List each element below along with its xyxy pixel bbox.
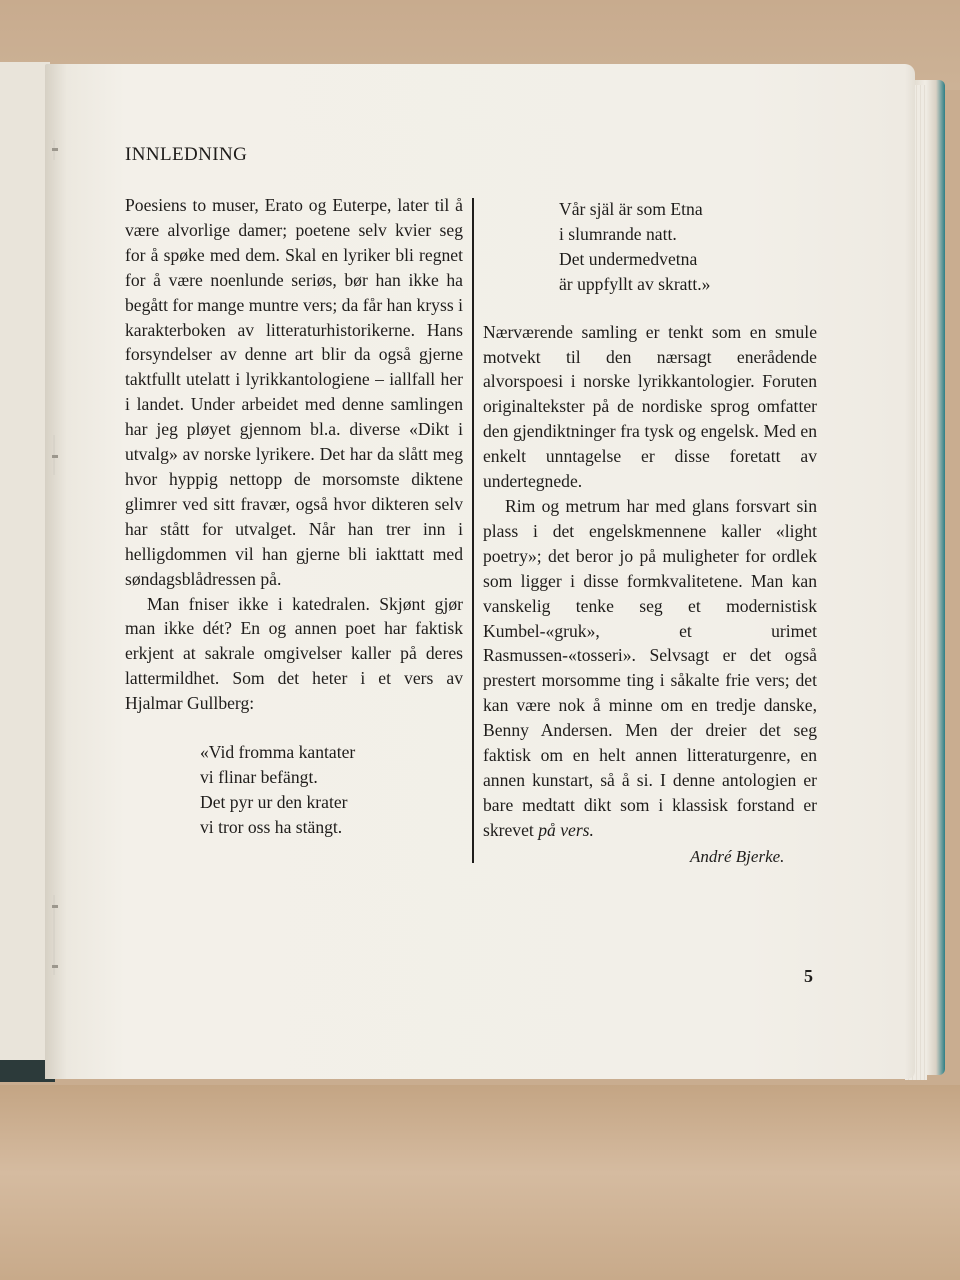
binding-thread — [52, 905, 58, 908]
verse-line: vi flinar befängt. — [200, 766, 318, 787]
verse-line: Vår själ är som Etna — [559, 199, 703, 219]
gullberg-verse-first-stanza — [125, 740, 463, 840]
cathedral-paragraph: Man fniser ikke i katedralen. Skjønt gjør man ikke dét? En og annen poet har faktisk erkjent at sakrale omgivelser kaller på deres lattermildhet. Som det heter i et vers av Hjalmar Gullberg: — [125, 593, 463, 714]
left-text-column — [125, 193, 463, 840]
light-poetry-paragraph — [483, 494, 817, 843]
verse-line: är uppfyllt av skratt.» — [559, 273, 711, 294]
book-cover-left-edge — [0, 62, 50, 1082]
table-surface-bottom — [0, 1085, 960, 1280]
author-signature: André Bjerke. — [690, 847, 785, 866]
verse-line: Det undermedvetna — [559, 248, 698, 269]
right-text-column — [483, 197, 817, 843]
verse-line: Det pyr ur den krater — [200, 791, 348, 812]
italic-pa-vers: på vers. — [538, 819, 594, 840]
binding-thread — [52, 965, 58, 968]
collection-paragraph: Nærværende samling er tenkt som en smule motvekt til den nærsagt enerådende alvorspoesi i norske lyrikkantologier. Foruten originaltekster på de nordiske sprog omfatter den gjendiktninger fra tysk og engelsk. Med en enkelt unntagelse er disse foretatt av undertegnede. — [483, 321, 817, 492]
intro-paragraph: Poesiens to muser, Erato og Euterpe, later til å være alvorlige damer; poetene selv kvier seg for å spøke med dem. Skal en lyriker bli regnet for å være noenlunde seriøs, bør han ikke ha begått for mange muntre vers; da får han kryss i karakterboken av litteraturhistorikerne. Hans forsyndelser av denne art blir da også gjerne taktfullt utelatt i lyrikkantologiene – iallfall her i landet. Under arbeidet med denne samlingen har jeg pløyet gjennom bl.a. diverse «Dikt i utvalg» av norske lyrikere. Det har da slått meg hvor hyppig nettopp de morsomste diktene glimrer ved sitt fravær, også hvor dikteren selv har stått for utvalget. Når han trer inn i helligdommen vil han gjerne bli iakttatt med søndagsblådressen på. — [125, 195, 463, 589]
verse-line: vi tror oss ha stängt. — [200, 816, 343, 837]
column-divider — [472, 198, 474, 863]
verse-line: i slumrande natt. — [559, 223, 677, 244]
binding-thread — [52, 148, 58, 151]
page-number: 5 — [804, 966, 813, 986]
gullberg-verse-second-stanza — [483, 197, 817, 297]
binding-thread — [52, 455, 58, 458]
light-poetry-text: Rim og metrum har med glans forsvart sin plass i det engelskmennene kaller «light poetry»; det beror jo på muligheter for ordlek som ligger i disse formkvalitetene. Man kan vanskelig tenke seg et modernistisk Kumbel-«gruk», et urimet Rasmussen-«tosseri». Selvsagt er det også prestert morsomme ting i såkalte frie vers; det kan være nok å minne om en tredje danske, Benny Andersen. Men der dreier det seg faktisk om en helt annen litteraturgenre, en annen kunstart, så å si. I denne antologien er bare medtatt dikt som i klassisk forstand er skrevet — [483, 495, 817, 840]
verse-line: «Vid fromma kantater — [200, 742, 356, 763]
chapter-heading: INNLEDNING — [125, 144, 248, 165]
